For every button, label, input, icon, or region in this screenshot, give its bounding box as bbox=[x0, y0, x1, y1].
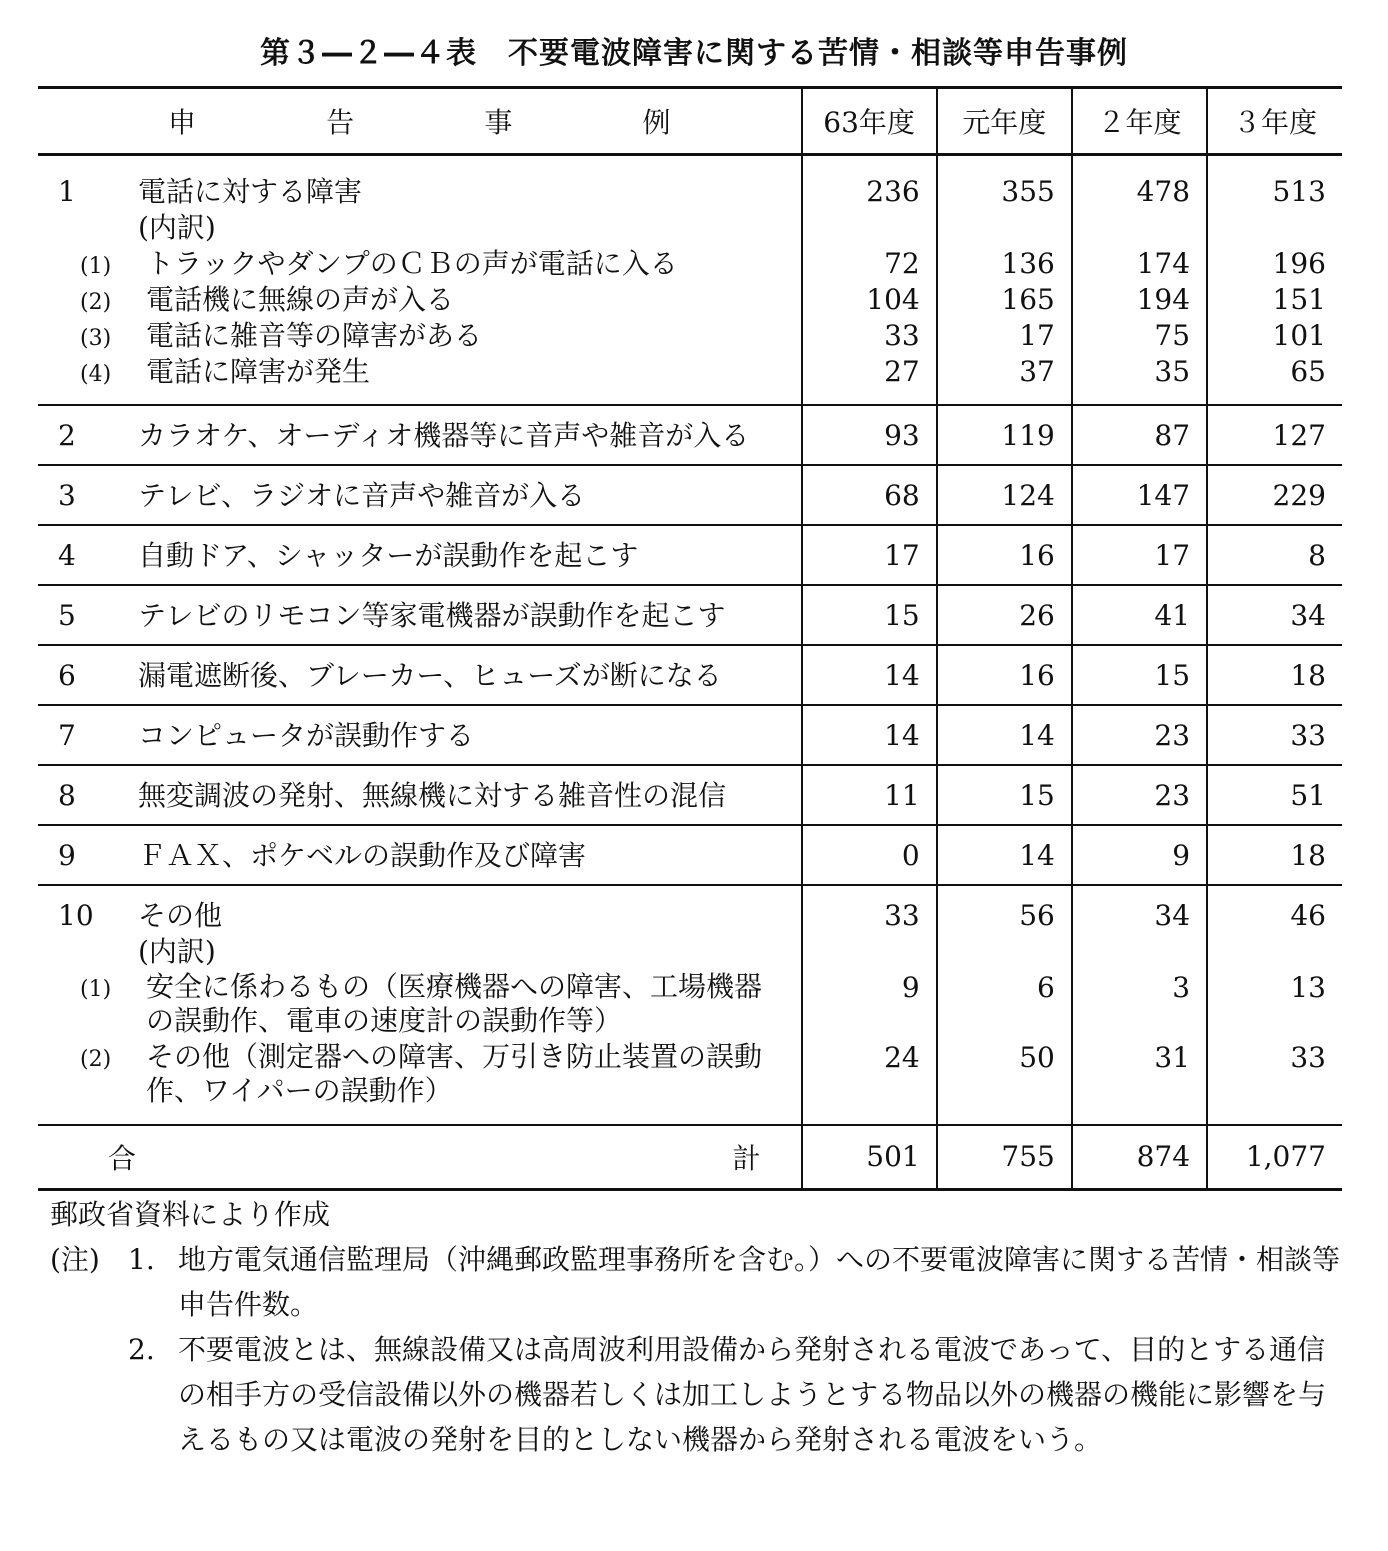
total-row bbox=[38, 1125, 1342, 1190]
row-number: 9 bbox=[58, 839, 76, 872]
breakdown-label: (内訳) bbox=[138, 211, 216, 244]
sub-number: (2) bbox=[80, 1047, 112, 1072]
case-cell bbox=[38, 885, 802, 1125]
value: 41 bbox=[1154, 599, 1191, 632]
row-number: 4 bbox=[58, 539, 76, 572]
value: 124 bbox=[1001, 479, 1055, 512]
row-label: 電話に対する障害 bbox=[138, 175, 363, 208]
sub-number: (2) bbox=[80, 290, 112, 315]
case-header-char: 申 bbox=[168, 106, 197, 139]
source-note: 郵政省資料により作成 bbox=[50, 1198, 331, 1231]
total-value: 501 bbox=[866, 1140, 920, 1173]
row-number: 3 bbox=[58, 479, 76, 512]
value: 50 bbox=[1019, 1041, 1055, 1074]
value: 174 bbox=[1136, 247, 1191, 280]
breakdown-label: (内訳) bbox=[138, 935, 216, 968]
value: 229 bbox=[1272, 479, 1326, 512]
value: 15 bbox=[1154, 659, 1191, 692]
sub-number: (1) bbox=[80, 254, 112, 279]
value: 93 bbox=[884, 419, 920, 452]
value: 11 bbox=[884, 779, 920, 812]
value: 119 bbox=[1001, 419, 1055, 452]
note-item bbox=[50, 1237, 1340, 1327]
value: 101 bbox=[1272, 319, 1326, 352]
value: 147 bbox=[1136, 479, 1191, 512]
value: 33 bbox=[884, 899, 920, 932]
value: 18 bbox=[1290, 839, 1326, 872]
value: 35 bbox=[1154, 355, 1191, 388]
value: 136 bbox=[1001, 247, 1055, 280]
year-header: 元年度 bbox=[937, 88, 1072, 155]
value: 13 bbox=[1290, 971, 1326, 1004]
value: 16 bbox=[1019, 539, 1055, 572]
value: 0 bbox=[901, 839, 920, 872]
value: 16 bbox=[1019, 659, 1055, 692]
note-index: 1. bbox=[128, 1243, 155, 1276]
value: 68 bbox=[884, 479, 920, 512]
value: 65 bbox=[1290, 355, 1326, 388]
sub-number: (1) bbox=[80, 977, 112, 1002]
row-label: ＦＡＸ、ポケベルの誤動作及び障害 bbox=[138, 839, 587, 872]
value: 194 bbox=[1136, 283, 1191, 316]
sub-label: 安全に係わるもの（医療機器への障害、工場機器の誤動作、電車の速度計の誤動作等） bbox=[146, 970, 763, 1037]
row-label: テレビのリモコン等家電機器が誤動作を起こす bbox=[138, 599, 726, 632]
row-number: 7 bbox=[58, 719, 76, 752]
total-value: 1,077 bbox=[1245, 1140, 1326, 1173]
value: 17 bbox=[1154, 539, 1191, 572]
row-label: コンピュータが誤動作する bbox=[138, 719, 475, 752]
value: 9 bbox=[901, 971, 920, 1004]
total-value: 874 bbox=[1136, 1140, 1191, 1173]
value: 17 bbox=[884, 539, 920, 572]
sub-number: (4) bbox=[80, 362, 112, 387]
table-row bbox=[38, 705, 1342, 765]
value: 56 bbox=[1019, 899, 1055, 932]
value: 87 bbox=[1154, 419, 1191, 452]
sub-label: トラックやダンプのＣＢの声が電話に入る bbox=[146, 247, 678, 280]
value: 23 bbox=[1154, 779, 1191, 812]
value: 51 bbox=[1290, 779, 1326, 812]
value: 37 bbox=[1019, 355, 1055, 388]
value: 14 bbox=[884, 659, 920, 692]
sub-label: その他（測定器への障害、万引き防止装置の誤動作、ワイパーの誤動作） bbox=[146, 1040, 763, 1107]
value: 165 bbox=[1001, 283, 1055, 316]
value-cell bbox=[802, 155, 937, 406]
case-header-char: 事 bbox=[484, 106, 513, 139]
value: 23 bbox=[1154, 719, 1191, 752]
year-header: ２年度 bbox=[1072, 88, 1207, 155]
case-header-char: 告 bbox=[326, 106, 355, 139]
value: 14 bbox=[884, 719, 920, 752]
row-number: 1 bbox=[58, 175, 76, 208]
sub-label: 電話に障害が発生 bbox=[146, 355, 371, 388]
value: 18 bbox=[1290, 659, 1326, 692]
total-label-left: 合 bbox=[108, 1142, 137, 1175]
table-row bbox=[38, 765, 1342, 825]
value: 478 bbox=[1136, 175, 1191, 208]
value: 26 bbox=[1019, 599, 1055, 632]
value: 34 bbox=[1290, 599, 1326, 632]
table-row bbox=[38, 405, 1342, 465]
row-number: 10 bbox=[58, 899, 94, 932]
value: 15 bbox=[884, 599, 920, 632]
row-number: 2 bbox=[58, 419, 76, 452]
value: 14 bbox=[1019, 839, 1055, 872]
value: 236 bbox=[866, 175, 920, 208]
case-header-char: 例 bbox=[642, 106, 671, 139]
note-item bbox=[50, 1327, 1340, 1462]
value: 8 bbox=[1308, 539, 1326, 572]
value: 72 bbox=[884, 247, 920, 280]
note-text: 地方電気通信監理局（沖縄郵政監理事務所を含む。）への不要電波障害に関する苦情・相談等申告件数。 bbox=[178, 1243, 1341, 1321]
value-cell bbox=[1207, 155, 1342, 406]
value: 24 bbox=[884, 1041, 920, 1074]
value: 15 bbox=[1019, 779, 1055, 812]
row-label: 自動ドア、シャッターが誤動作を起こす bbox=[138, 539, 639, 572]
value: 6 bbox=[1037, 971, 1055, 1004]
row-label: 漏電遮断後、ブレーカー、ヒューズが断になる bbox=[138, 659, 722, 692]
value: 513 bbox=[1272, 175, 1326, 208]
value: 33 bbox=[1290, 1041, 1326, 1074]
value: 33 bbox=[1290, 719, 1326, 752]
value: 104 bbox=[866, 283, 920, 316]
value: 151 bbox=[1272, 283, 1326, 316]
value: 3 bbox=[1172, 971, 1191, 1004]
table-row bbox=[38, 155, 1342, 406]
case-cell bbox=[38, 155, 802, 406]
header-row bbox=[38, 88, 1342, 155]
note-text: 不要電波とは、無線設備又は高周波利用設備から発射される電波であって、目的とする通信の相手方の受信設備以外の機器若しくは加工しようとする物品以外の機器の機能に影響を与えるもの又は電波の発射を目的としない機器から発射される電波をいう。 bbox=[178, 1333, 1327, 1456]
value: 33 bbox=[884, 319, 920, 352]
row-label: その他 bbox=[138, 899, 223, 932]
row-label: カラオケ、オーディオ機器等に音声や雑音が入る bbox=[138, 419, 750, 452]
table-row bbox=[38, 645, 1342, 705]
value: 355 bbox=[1001, 175, 1055, 208]
value: 34 bbox=[1154, 899, 1191, 932]
sub-number: (3) bbox=[80, 326, 112, 351]
value: 14 bbox=[1019, 719, 1055, 752]
row-number: 8 bbox=[58, 779, 76, 812]
table-row bbox=[38, 525, 1342, 585]
value: 27 bbox=[884, 355, 920, 388]
row-number: 6 bbox=[58, 659, 76, 692]
value-cell bbox=[937, 155, 1072, 406]
value: 75 bbox=[1154, 319, 1191, 352]
total-value: 755 bbox=[1001, 1140, 1055, 1173]
sub-label: 電話機に無線の声が入る bbox=[146, 283, 455, 316]
table-row bbox=[38, 585, 1342, 645]
value: 127 bbox=[1272, 419, 1326, 452]
value: 46 bbox=[1290, 899, 1326, 932]
note-prefix: (注) bbox=[50, 1243, 100, 1276]
notes-section bbox=[50, 1192, 1340, 1462]
table-row bbox=[38, 885, 1342, 1125]
value: 17 bbox=[1019, 319, 1055, 352]
value-cell bbox=[1072, 155, 1207, 406]
year-header: 63年度 bbox=[802, 88, 937, 155]
row-label: 無変調波の発射、無線機に対する雑音性の混信 bbox=[138, 779, 727, 812]
complaints-table bbox=[38, 86, 1342, 1191]
sub-label: 電話に雑音等の障害がある bbox=[146, 319, 483, 352]
table-title: 第３―２―４表 不要電波障害に関する苦情・相談等申告事例 bbox=[260, 36, 1128, 71]
row-number: 5 bbox=[58, 599, 76, 632]
table-row bbox=[38, 465, 1342, 525]
year-header: ３年度 bbox=[1207, 88, 1342, 155]
value: 196 bbox=[1272, 247, 1326, 280]
row-label: テレビ、ラジオに音声や雑音が入る bbox=[138, 479, 586, 512]
total-label-right: 計 bbox=[732, 1142, 761, 1175]
case-header bbox=[38, 88, 802, 155]
table-row bbox=[38, 825, 1342, 885]
value: 9 bbox=[1172, 839, 1191, 872]
value: 31 bbox=[1154, 1041, 1191, 1074]
note-index: 2. bbox=[128, 1333, 155, 1366]
